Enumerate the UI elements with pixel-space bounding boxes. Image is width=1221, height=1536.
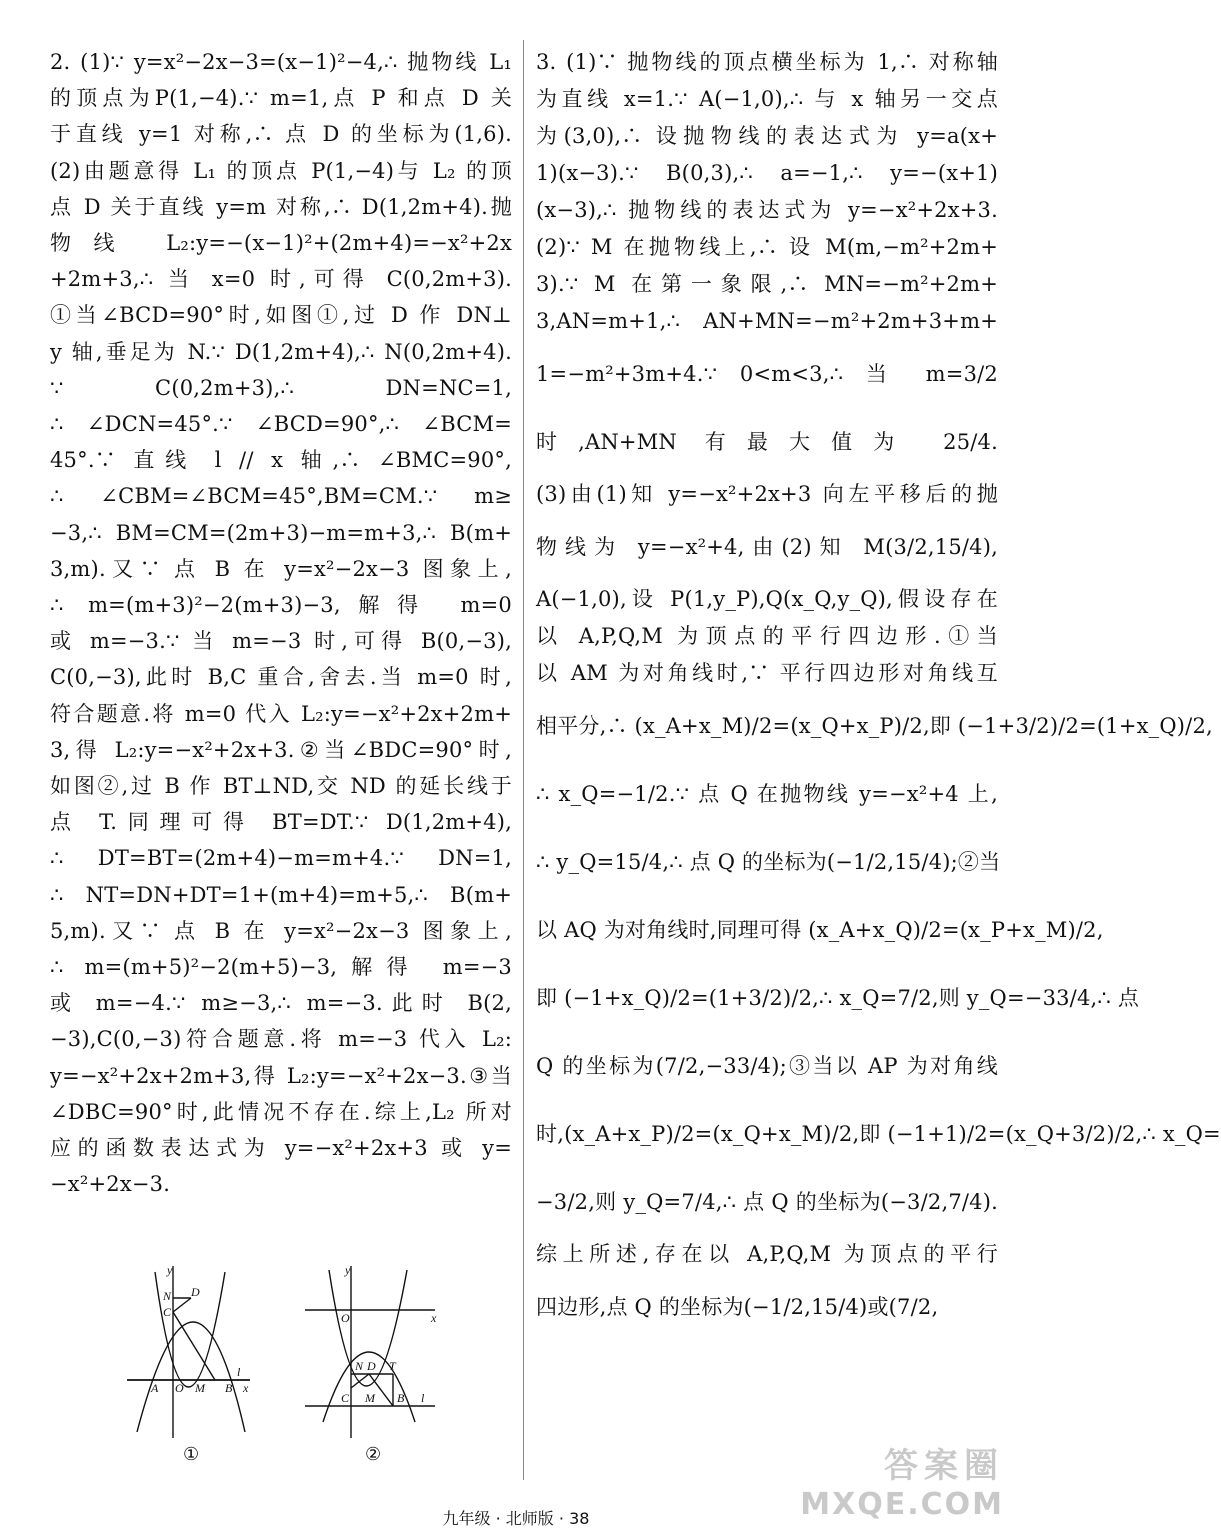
- fig2-label-N: N: [355, 1359, 364, 1373]
- text-line: 物线为 y=−x²+4,由(2)知 M(3/2,15/4),: [536, 535, 998, 559]
- text-line: −3/2,则 y_Q=7/4,∴ 点 Q 的坐标为(−3/2,7/4).: [536, 1190, 998, 1214]
- text-line: 综上所述,存在以 A,P,Q,M 为顶点的平行: [536, 1242, 998, 1266]
- text-line: −3),C(0,−3)符合题意.将 m=−3 代入 L₂:: [50, 1027, 512, 1052]
- text-line: 以 AM 为对角线时,∵ 平行四边形对角线互: [536, 661, 998, 685]
- text-line: C(0,−3),此时 B,C 重合,舍去.当 m=0 时,: [50, 665, 512, 690]
- text-line: 即 (−1+x_Q)/2=(1+3/2)/2,∴ x_Q=7/2,则 y_Q=−33/4,∴ 点: [536, 986, 1140, 1010]
- fig2-label-D: D: [367, 1359, 376, 1373]
- text-line: (3)由(1)知 y=−x²+2x+3 向左平移后的抛: [536, 482, 998, 506]
- text-line: −x²+2x−3.: [50, 1172, 171, 1197]
- text-line: 于直线 y=1 对称,∴ 点 D 的坐标为(1,6).: [50, 122, 512, 147]
- text-line: 符合题意.将 m=0 代入 L₂:y=−x²+2x+2m+: [50, 701, 512, 726]
- fig1-label-M: M: [195, 1381, 205, 1395]
- fig1-label-B: B: [225, 1381, 233, 1395]
- text-line: 时,AN+MN 有最大值为 25/4.: [536, 430, 998, 454]
- watermark-domain: MXQE.COM: [800, 1487, 1004, 1522]
- text-line: (2)由题意得 L₁ 的顶点 P(1,−4)与 L₂ 的顶: [50, 158, 512, 183]
- text-line: ∴ DT=BT=(2m+4)−m=m+4.∵ DN=1,: [50, 846, 512, 871]
- watermark-logo-text: 答案圈: [884, 1446, 1004, 1486]
- text-line: 四边形,点 Q 的坐标为(−1/2,15/4)或(7/2,: [536, 1295, 939, 1319]
- text-line: ①当∠BCD=90°时,如图①,过 D 作 DN⊥: [50, 303, 512, 328]
- text-line: 应的函数表达式为 y=−x²+2x+3 或 y=: [50, 1136, 512, 1161]
- text-line: +2m+3,∴ 当 x=0 时,可得 C(0,2m+3).: [50, 267, 512, 292]
- column-divider: [523, 40, 524, 1480]
- text-line: ∴ x_Q=−1/2.∵ 点 Q 在抛物线 y=−x²+4 上,: [536, 782, 998, 806]
- text-line: 相平分,∴ (x_A+x_M)/2=(x_Q+x_P)/2,即 (−1+3/2)/2=(1+x_Q)/2,: [536, 714, 1213, 738]
- text-line: 如图②,过 B 作 BT⊥ND,交 ND 的延长线于: [50, 774, 512, 799]
- text-line: −3,∴ BM=CM=(2m+3)−m=m+3,∴ B(m+: [50, 520, 512, 545]
- text-line: (2)∵ M 在抛物线上,∴ 设 M(m,−m²+2m+: [536, 235, 998, 259]
- text-line: 为(3,0),∴ 设抛物线的表达式为 y=a(x+: [536, 124, 998, 148]
- text-line: (x−3),∴ 抛物线的表达式为 y=−x²+2x+3.: [536, 198, 998, 222]
- fig1-label-N: N: [163, 1289, 172, 1303]
- solution-problem-2: [50, 44, 512, 1203]
- fig1-label-A: A: [151, 1381, 159, 1395]
- text-line: 或 m=−3.∵ 当 m=−3 时,可得 B(0,−3),: [50, 629, 512, 654]
- text-line: ∵ C(0,2m+3),∴ DN=NC=1,: [50, 375, 512, 400]
- text-line: 点 D 关于直线 y=m 对称,∴ D(1,2m+4).抛: [50, 194, 512, 219]
- text-line: 45°.∵ 直线 l // x 轴,∴ ∠BMC=90°,: [50, 448, 512, 473]
- fig1-label-D: D: [191, 1285, 200, 1299]
- fig2-label-B: B: [397, 1391, 405, 1405]
- fig1-label-C: C: [163, 1305, 172, 1319]
- text-line: 的顶点为P(1,−4).∵ m=1,点 P 和点 D 关: [50, 86, 512, 111]
- text-line: 1)(x−3).∵ B(0,3),∴ a=−1,∴ y=−(x+1): [536, 161, 998, 185]
- figures: [125, 1262, 455, 1492]
- figure-1-diagram: [125, 1262, 255, 1442]
- text-line: 2. (1)∵ y=x²−2x−3=(x−1)²−4,∴ 抛物线 L₁: [50, 50, 512, 74]
- text-line: ∴ NT=DN+DT=1+(m+4)=m+5,∴ B(m+: [50, 882, 512, 907]
- text-line: 5,m).又∵ 点 B 在 y=x²−2x−3 图象上,: [50, 918, 512, 943]
- text-line: Q 的坐标为(7/2,−33/4);③当以 AP 为对角线: [536, 1054, 998, 1078]
- fig2-label-y: y: [345, 1263, 351, 1277]
- page-footer: 九年级 · 北师版 · 38: [442, 1509, 590, 1528]
- text-line: y 轴,垂足为 N.∵ D(1,2m+4),∴ N(0,2m+4).: [50, 339, 512, 364]
- fig2-label-C: C: [341, 1391, 350, 1405]
- text-line: ∴ m=(m+3)²−2(m+3)−3,解得 m=0: [50, 593, 512, 618]
- text-line: ∠DBC=90°时,此情况不存在.综上,L₂ 所对: [50, 1099, 512, 1124]
- text-line: 3).∵ M 在第一象限,∴ MN=−m²+2m+: [536, 272, 998, 296]
- text-line: 点 T.同理可得 BT=DT.∵ D(1,2m+4),: [50, 810, 512, 835]
- text-line: 3. (1)∵ 抛物线的顶点横坐标为 1,∴ 对称轴: [536, 50, 998, 74]
- fig2-label-T: T: [389, 1359, 396, 1373]
- text-line: 物线 L₂:y=−(x−1)²+(2m+4)=−x²+2x: [50, 231, 512, 256]
- fig2-label-x: x: [431, 1311, 437, 1325]
- text-line: 为直线 x=1.∵ A(−1,0),∴ 与 x 轴另一交点: [536, 87, 998, 111]
- fig1-label-y: y: [167, 1263, 173, 1277]
- fig2-label-M: M: [365, 1391, 375, 1405]
- fig2-label-O: O: [341, 1311, 350, 1325]
- text-line: 以 A,P,Q,M 为顶点的平行四边形.①当: [536, 624, 998, 648]
- text-line: 1=−m²+3m+4.∵ 0<m<3,∴ 当 m=3/2: [536, 362, 998, 386]
- text-line: ∴ y_Q=15/4,∴ 点 Q 的坐标为(−1/2,15/4);②当: [536, 850, 1001, 874]
- figure-1-label: ①: [183, 1444, 200, 1465]
- text-line: A(−1,0),设 P(1,y_P),Q(x_Q,y_Q),假设存在: [536, 587, 998, 611]
- text-line: 或 m=−4.∵ m≥−3,∴ m=−3.此时 B(2,: [50, 991, 512, 1016]
- figure-2-diagram: [303, 1262, 443, 1442]
- text-line: 3,AN=m+1,∴ AN+MN=−m²+2m+3+m+: [536, 309, 998, 333]
- figure-2-label: ②: [365, 1444, 382, 1465]
- text-line: y=−x²+2x+2m+3,得 L₂:y=−x²+2x−3.③当: [50, 1063, 512, 1088]
- fig1-parabola-L2: [137, 1322, 245, 1432]
- text-line: 3,m).又∵ 点 B 在 y=x²−2x−3 图象上,: [50, 556, 512, 581]
- text-line: ∴ ∠CBM=∠BCM=45°,BM=CM.∵ m≥: [50, 484, 512, 509]
- site-watermark: [800, 1438, 1004, 1522]
- text-line: ∴ ∠DCN=45°.∵ ∠BCD=90°,∴ ∠BCM=: [50, 412, 512, 437]
- text-line: 3,得 L₂:y=−x²+2x+3.②当∠BDC=90°时,: [50, 737, 512, 762]
- text-line: 时,(x_A+x_P)/2=(x_Q+x_M)/2,即 (−1+1)/2=(x_Q+3/2)/2,∴ x_Q=: [536, 1122, 1221, 1146]
- text-line: ∴ m=(m+5)²−2(m+5)−3,解得 m=−3: [50, 955, 512, 980]
- fig1-label-O: O: [175, 1381, 184, 1395]
- fig1-label-l: l: [237, 1365, 241, 1379]
- solution-problem-3: [536, 44, 1221, 1341]
- fig1-label-x: x: [243, 1381, 249, 1395]
- text-line: 以 AQ 为对角线时,同理可得 (x_A+x_Q)/2=(x_P+x_M)/2,: [536, 918, 1104, 942]
- fig2-label-l: l: [421, 1391, 425, 1405]
